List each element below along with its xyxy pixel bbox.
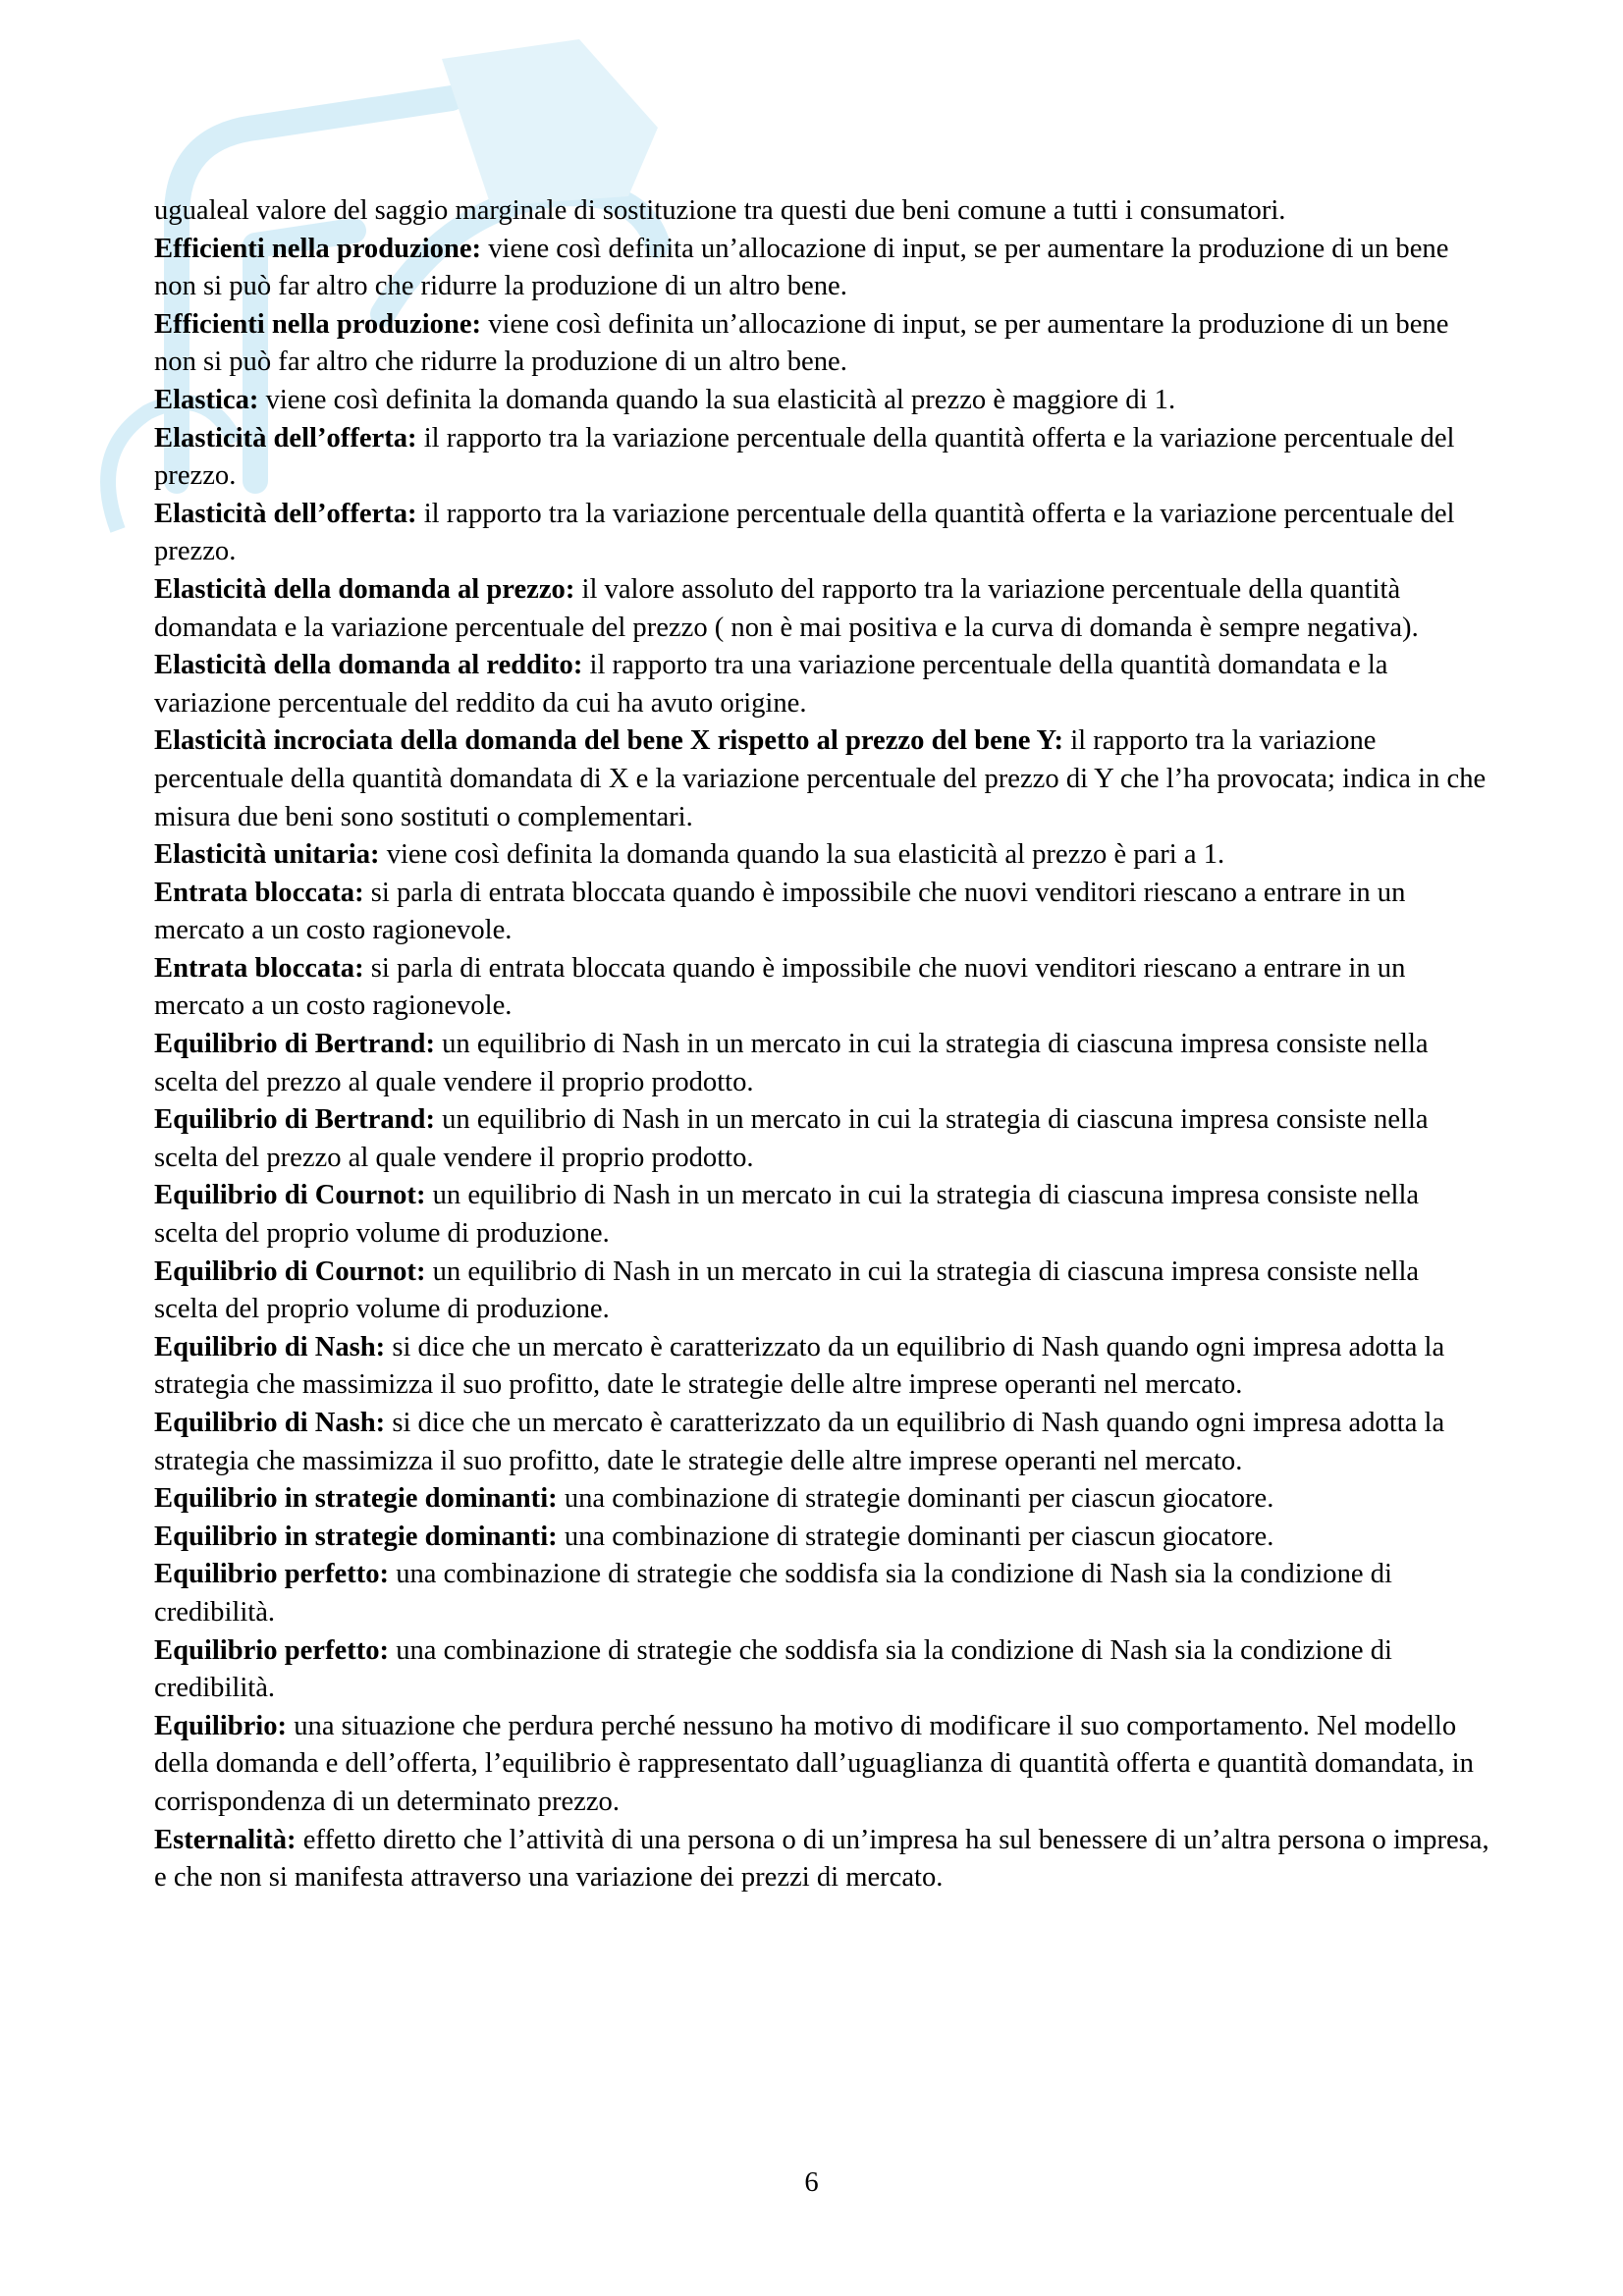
entry-term: Efficienti nella produzione: — [154, 308, 482, 340]
entry-definition: un equilibrio di Nash in un mercato in cui la strategia di ciascuna impresa consiste nella scelta del prezzo al quale vendere il proprio prodotto. — [154, 1029, 1429, 1097]
glossary-entry — [154, 722, 1489, 836]
entry-definition: viene così definita un’allocazione di input, se per aumentare la produzione di un bene non si può far altro che ridurre la produzione di un altro bene. — [154, 308, 1449, 378]
entry-definition: si dice che un mercato è caratterizzato da un equilibrio di Nash quando ogni impresa adotta la strategia che massimizza il suo profitto, date le strategie delle altre imprese operanti nel mercato. — [154, 1331, 1445, 1401]
entry-term: Equilibrio in strategie dominanti: — [154, 1521, 558, 1552]
entry-term: Equilibrio di Cournot: — [154, 1255, 426, 1287]
entry-definition: un equilibrio di Nash in un mercato in cui la strategia di ciascuna impresa consiste nella scelta del prezzo al quale vendere il proprio prodotto. — [154, 1104, 1429, 1173]
entry-term: Equilibrio perfetto: — [154, 1634, 390, 1666]
entry-definition: una combinazione di strategie che soddisfa sia la condizione di Nash sia la condizione di credibilità. — [154, 1634, 1392, 1704]
entry-term: Esternalità: — [154, 1824, 297, 1855]
entry-definition: il rapporto tra la variazione percentuale della quantità offerta e la variazione percentuale del prezzo. — [154, 422, 1455, 492]
entry-term: Entrata bloccata: — [154, 952, 364, 984]
entry-definition: viene così definita la domanda quando la sua elasticità al prezzo è pari a 1. — [379, 839, 1225, 871]
glossary-entry — [154, 1254, 1489, 1329]
glossary-entry — [154, 382, 1489, 420]
glossary-entry — [154, 836, 1489, 875]
entry-term: Equilibrio di Nash: — [154, 1331, 386, 1362]
entry-term: Elasticità incrociata della domanda del bene X rispetto al prezzo del bene Y: — [154, 725, 1064, 757]
entry-definition: il rapporto tra la variazione percentuale della quantità offerta e la variazione percentuale del prezzo. — [154, 498, 1455, 567]
entry-term: Equilibrio di Nash: — [154, 1408, 386, 1438]
glossary-entry — [154, 1101, 1489, 1177]
entry-term: Equilibrio: — [154, 1710, 288, 1741]
entry-term: Elasticità dell’offerta: — [154, 498, 417, 529]
glossary-entry — [154, 875, 1489, 950]
entry-definition: una combinazione di strategie dominanti per ciascun giocatore. — [557, 1483, 1274, 1515]
entry-definition: il rapporto tra una variazione percentuale della quantità domandata e la variazione percentuale del reddito da cui ha avuto origine. — [154, 650, 1388, 719]
glossary-entry — [154, 1556, 1489, 1631]
entry-term: Elasticità dell’offerta: — [154, 422, 417, 454]
entry-term: Equilibrio perfetto: — [154, 1559, 390, 1590]
entry-definition: un equilibrio di Nash in un mercato in cui la strategia di ciascuna impresa consiste nella scelta del proprio volume di produzione. — [154, 1180, 1420, 1250]
glossary-entry — [154, 1480, 1489, 1519]
entry-term: Elasticità della domanda al reddito: — [154, 650, 583, 681]
glossary-entry — [154, 1632, 1489, 1708]
entry-definition: una situazione che perdura perché nessuno ha motivo di modificare il suo comportamento. Nel modello della domanda e dell’offerta, l’equilibrio è rappresentato dall’uguaglianza di quantità offerta e quantità domandata, in corrispondenza di un determinato prezzo. — [154, 1710, 1474, 1817]
entry-term: Equilibrio di Bertrand: — [154, 1104, 435, 1136]
glossary-entry — [154, 1519, 1489, 1557]
entry-definition: un equilibrio di Nash in un mercato in cui la strategia di ciascuna impresa consiste nella scelta del proprio volume di produzione. — [154, 1255, 1420, 1325]
entry-definition: si dice che un mercato è caratterizzato da un equilibrio di Nash quando ogni impresa adotta la strategia che massimizza il suo profitto, date le strategie delle altre imprese operanti nel mercato. — [154, 1408, 1445, 1476]
entry-definition: ugualeal valore del saggio marginale di sostituzione tra questi due beni comune a tutti i consumatori. — [154, 195, 1286, 226]
entry-term: Elasticità della domanda al prezzo: — [154, 573, 575, 605]
entry-definition: viene così definita un’allocazione di input, se per aumentare la produzione di un bene non si può far altro che ridurre la produzione di un altro bene. — [154, 233, 1449, 302]
entry-term: Equilibrio di Bertrand: — [154, 1029, 435, 1060]
entry-definition: si parla di entrata bloccata quando è impossibile che nuovi venditori riescano a entrare in un mercato a un costo ragionevole. — [154, 877, 1406, 946]
glossary-entry — [154, 192, 1489, 231]
entry-term: Entrata bloccata: — [154, 877, 364, 908]
entry-term: Elastica: — [154, 384, 259, 415]
entry-term: Elasticità unitaria: — [154, 839, 380, 871]
glossary-entry — [154, 647, 1489, 722]
entry-definition: una combinazione di strategie dominanti per ciascun giocatore. — [557, 1521, 1274, 1552]
entry-definition: il rapporto tra la variazione percentuale della quantità domandata di X e la variazione percentuale del prezzo di Y che l’ha provocata; indica in che misura due beni sono sostituti o complementari. — [154, 725, 1487, 832]
glossary-entry — [154, 420, 1489, 496]
entry-definition: si parla di entrata bloccata quando è impossibile che nuovi venditori riescano a entrare in un mercato a un costo ragionevole. — [154, 952, 1406, 1022]
glossary-entry — [154, 306, 1489, 382]
glossary-entry — [154, 1026, 1489, 1101]
glossary-entry — [154, 571, 1489, 647]
glossary-entry — [154, 231, 1489, 306]
entry-definition: una combinazione di strategie che soddisfa sia la condizione di Nash sia la condizione di credibilità. — [154, 1559, 1392, 1628]
entry-definition: viene così definita la domanda quando la sua elasticità al prezzo è maggiore di 1. — [258, 384, 1176, 415]
glossary-entry — [154, 496, 1489, 571]
glossary-entry — [154, 1329, 1489, 1405]
glossary-entry — [154, 1177, 1489, 1253]
entry-definition: effetto diretto che l’attività di una persona o di un’impresa ha sul benessere di un’altra persona o impresa, e che non si manifesta attraverso una variazione dei prezzi di mercato. — [154, 1824, 1489, 1894]
entry-term: Equilibrio in strategie dominanti: — [154, 1483, 558, 1515]
entry-definition: il valore assoluto del rapporto tra la variazione percentuale della quantità domandata e la variazione percentuale del prezzo ( non è mai positiva e la curva di domanda è sempre negativa). — [154, 573, 1419, 643]
page-number: 6 — [804, 2167, 819, 2198]
glossary-body — [154, 192, 1489, 1897]
glossary-entry — [154, 1708, 1489, 1822]
entry-term: Efficienti nella produzione: — [154, 233, 482, 264]
glossary-entry — [154, 1822, 1489, 1897]
glossary-entry — [154, 950, 1489, 1026]
entry-term: Equilibrio di Cournot: — [154, 1180, 426, 1211]
glossary-entry — [154, 1405, 1489, 1480]
